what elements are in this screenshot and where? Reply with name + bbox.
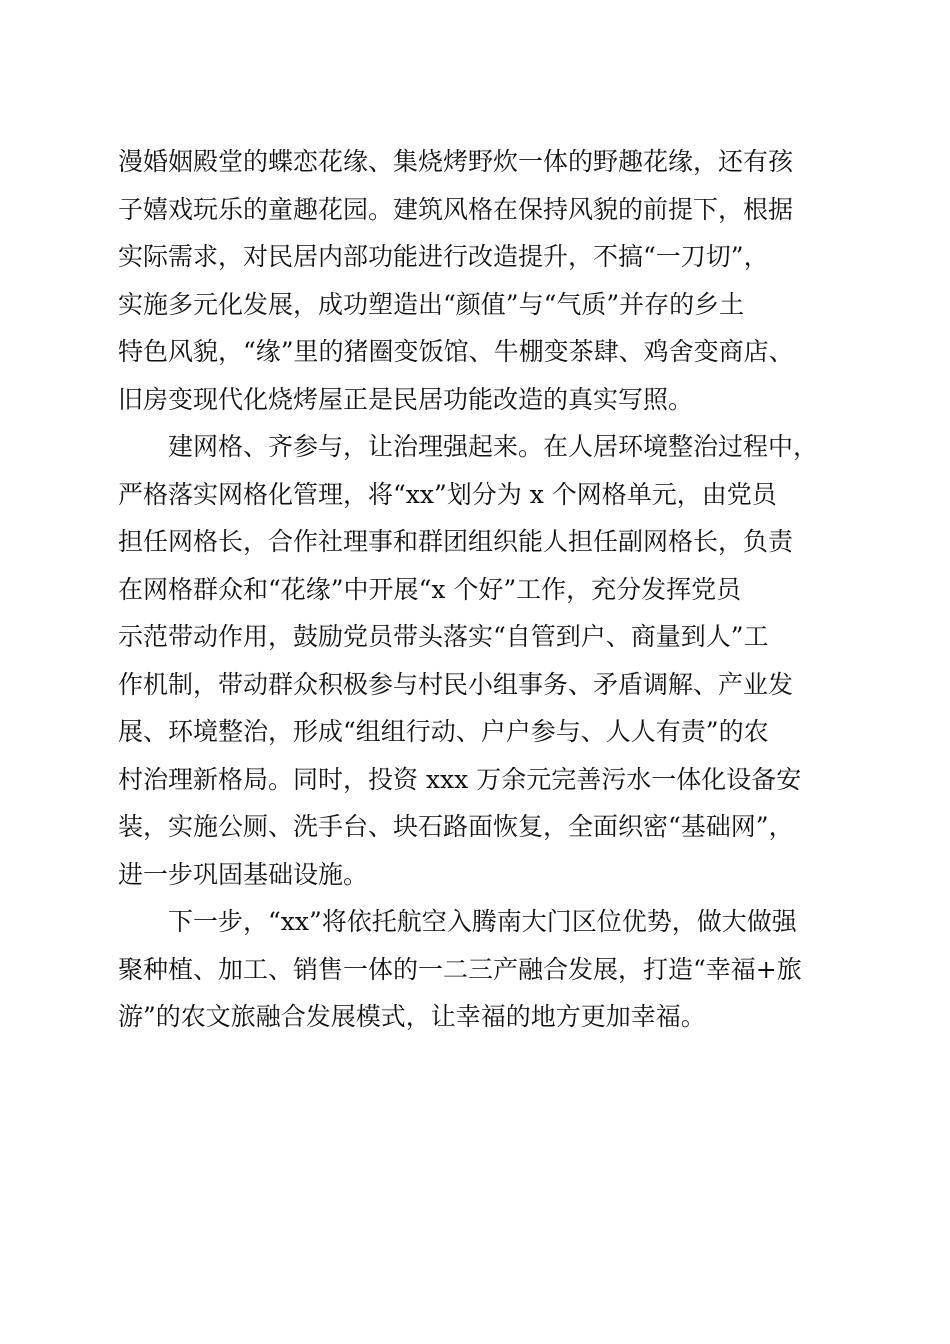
text-line: 旧房变现代化烧烤屋正是民居功能改造的真实写照。 [118,384,694,414]
text-line: 实施多元化发展，成功塑造出“颜值”与“气质”并存的乡土 [118,289,745,319]
body-text [118,138,848,1041]
text-line: 严格落实网格化管理，将“xx”划分为 x 个网格单元，由党员 [118,479,777,509]
text-line: 担任网格长，合作社理事和群团组织能人担任副网格长，负责 [118,527,794,556]
text-line: 聚种植、加工、销售一体的一二三产融合发展，打造“幸福+旅 [118,954,802,984]
text-line: 漫婚姻殿堂的蝶恋花缘、集烧烤野炊一体的野趣花缘，还有孩 [118,147,794,176]
text-line: 实际需求，对民居内部功能进行改造提升，不搞“一刀切”， [118,242,769,271]
text-line: 村治理新格局。同时，投资 xxx 万余元完善污水一体化设备安 [118,764,802,794]
text-line: 建网格、齐参与，让治理强起来。在人居环境整治过程中， [118,432,819,461]
text-line: 子嬉戏玩乐的童趣花园。建筑风格在保持风貌的前提下，根据 [118,194,794,224]
text-line: 示范带动作用，鼓励党员带头落实“自管到户、商量到人”工 [118,622,769,651]
text-line: 进一步巩固基础设施。 [118,859,369,889]
text-line: 游”的农文旅融合发展模式，让幸福的地方更加幸福。 [118,1002,706,1031]
text-line: 作机制，带动群众积极参与村民小组事务、矛盾调解、产业发 [118,669,794,699]
text-line: 展、环境整治，形成“组组行动、户户参与、人人有责”的农 [118,717,769,746]
text-line: 在网格群众和“花缘”中开展“x 个好”工作，充分发挥党员 [118,574,742,604]
text-line: 特色风貌，“缘”里的猪圈变饭馆、牛棚变茶肆、鸡舍变商店、 [118,337,794,366]
text-line: 下一步，“xx”将依托航空入腾南大门区位优势，做大做强 [118,907,797,936]
text-line: 装，实施公厕、洗手台、块石路面恢复，全面织密“基础网”， [118,812,794,841]
